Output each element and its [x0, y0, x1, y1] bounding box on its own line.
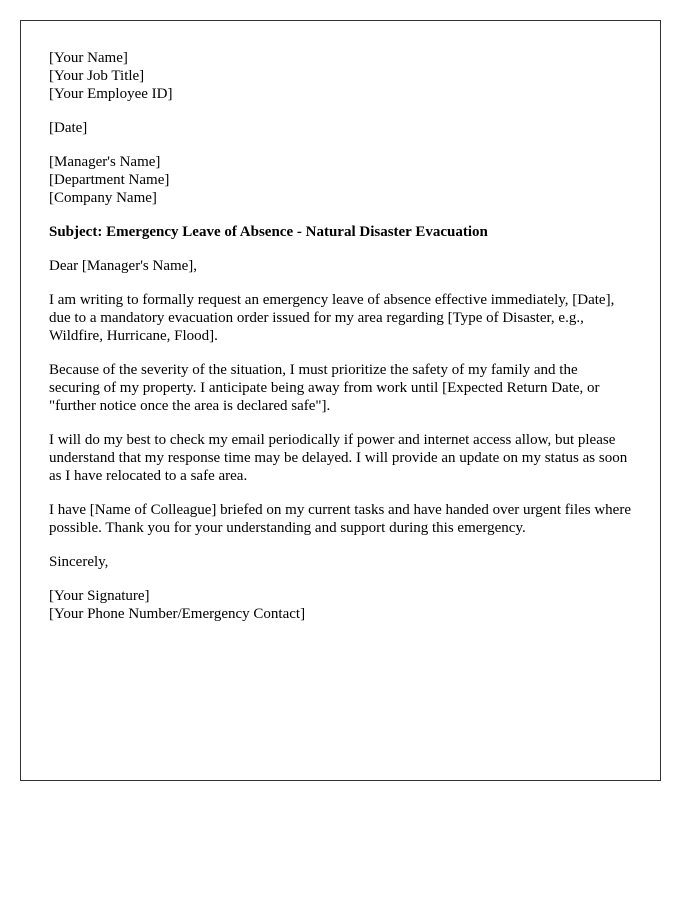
- recipient-manager-name: [Manager's Name]: [49, 154, 161, 170]
- body-paragraph: I will do my best to check my email periodically if power and internet access allow, but please understand that my response time may be delayed. I will provide an update on my status as soon as I have relocated to a safe area.: [49, 432, 628, 484]
- sender-employee-id: [Your Employee ID]: [49, 86, 173, 102]
- salutation: Dear [Manager's Name],: [49, 258, 198, 274]
- contact-info: [Your Phone Number/Emergency Contact]: [49, 606, 306, 622]
- body-paragraph: I have [Name of Colleague] briefed on my current tasks and have handed over urgent files where possible. Thank you for your understanding and support during this emergency.: [49, 502, 631, 536]
- letter-date: [Date]: [49, 120, 88, 136]
- subject-line: Subject: Emergency Leave of Absence - Natural Disaster Evacuation: [49, 224, 488, 240]
- recipient-company: [Company Name]: [49, 190, 157, 206]
- body-paragraph: Because of the severity of the situation, I must prioritize the safety of my family and the securing of my property. I anticipate being away from work until [Expected Return Date, or "further notice once the area is declared safe"].: [49, 362, 600, 414]
- recipient-block: [49, 153, 631, 207]
- sender-name: [Your Name]: [49, 50, 128, 66]
- closing: Sincerely,: [49, 554, 109, 570]
- body-paragraph: I am writing to formally request an emergency leave of absence effective immediately, [Date], due to a mandatory evacuation order issued for my area regarding [Type of Disaster, e.g., Wildfire, Hurricane, Flood].: [49, 292, 615, 344]
- signature-block: [49, 587, 631, 623]
- signature: [Your Signature]: [49, 588, 150, 604]
- recipient-department: [Department Name]: [49, 172, 170, 188]
- sender-job-title: [Your Job Title]: [49, 68, 145, 84]
- sender-block: [49, 49, 631, 103]
- letter-page: [20, 20, 661, 781]
